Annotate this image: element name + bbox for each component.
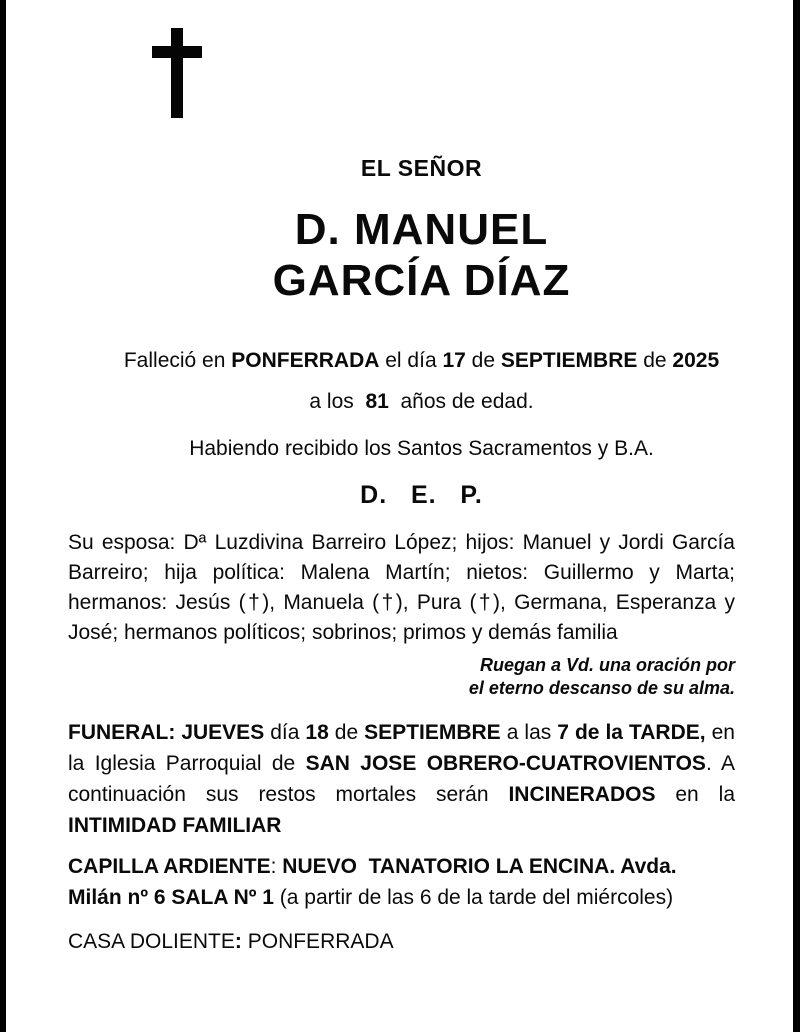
mourning-house-line: CASA DOLIENTE: PONFERRADA [68,930,394,953]
death-place-date-line: Falleció en PONFERRADA el día 17 de SEPTIEMBRE de 2025 [123,349,720,372]
sacraments-line: Habiendo recibido los Santos Sacramentos y B.A. [189,437,654,460]
cross-icon [152,28,202,118]
chapel-details-paragraph: CAPILLA ARDIENTE: NUEVO TANATORIO LA ENCINA. Avda. Milán nº 6 SALA Nº 1 (a partir de las 6 de la tarde del miércoles) [68,855,677,909]
deceased-name-line1: D. MANUEL [294,205,549,254]
honorific-title: EL SEÑOR [360,155,483,181]
deceased-name [108,204,735,306]
prayer-request [68,654,735,700]
prayer-request-line1: Ruegan a Vd. una oración por [479,655,735,675]
prayer-request-line2: el eterno descanso de su alma. [468,678,735,698]
dep-abbreviation: D. E. P. [360,481,483,509]
age-line: a los 81 años de edad. [309,390,534,413]
funeral-details-paragraph: FUNERAL: JUEVES día 18 de SEPTIEMBRE a las 7 de la TARDE, en la Iglesia Parroquial de SAN JOSE OBRERO-CUATROVIENTOS. A continuación sus restos mortales serán INCINERADOS en la INTIMIDAD FAMILIAR [68,721,735,837]
family-paragraph: Su esposa: Dª Luzdivina Barreiro López; hijos: Manuel y Jordi García Barreiro; hija política: Malena Martín; nietos: Guillermo y Marta; hermanos: Jesús (†), Manuela (†), Pura (†), Germana, Esperanza y José; hermanos políticos; sobrinos; primos y demás familia [68,531,735,644]
deceased-name-line2: GARCÍA DÍAZ [272,256,571,305]
obituary-centered-section [108,154,735,510]
